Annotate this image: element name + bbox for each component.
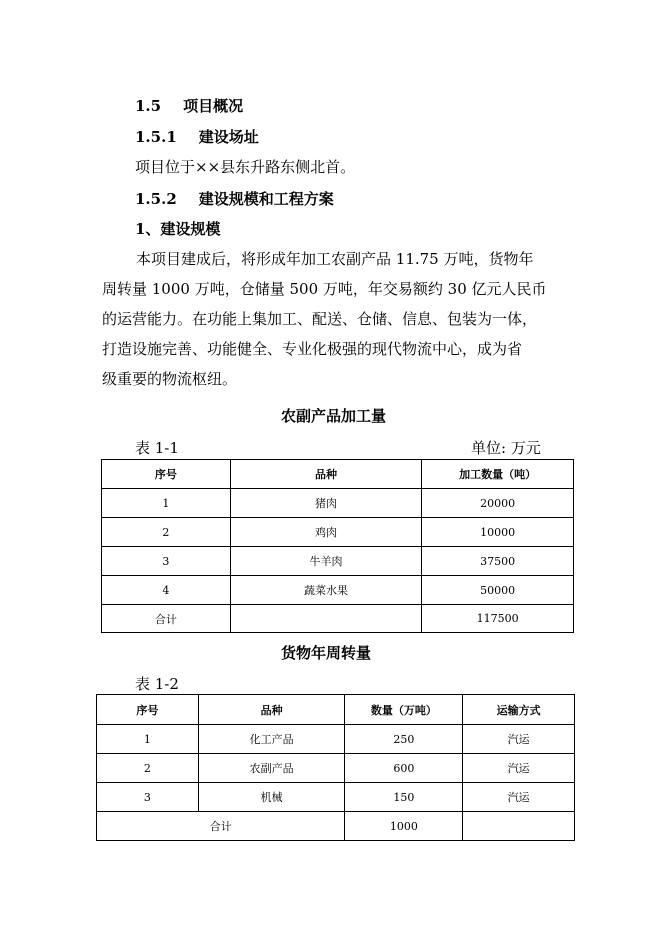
table1 [101, 459, 574, 633]
cell: 10000 [422, 518, 574, 547]
subheading-build-scale: 1、建设规模 [135, 220, 221, 238]
total-label-cell: 合计 [97, 812, 345, 841]
cell: 3 [97, 783, 199, 812]
table1-caption: 农副产品加工量 [281, 407, 387, 425]
header-cell: 品种 [198, 695, 345, 725]
table-row [102, 576, 574, 605]
header-cell: 序号 [102, 460, 231, 489]
cell: 2 [102, 518, 231, 547]
table-total-row [97, 812, 575, 841]
cell: 600 [345, 754, 463, 783]
cell: 150 [345, 783, 463, 812]
scale-paragraph [102, 244, 576, 394]
table-row [97, 725, 575, 754]
cell: 1 [102, 489, 231, 518]
cell: 猪肉 [230, 489, 422, 518]
cell: 50000 [422, 576, 574, 605]
header-cell: 数量（万吨） [345, 695, 463, 725]
paragraph-line: 周转量 1000 万吨，仓储量 500 万吨，年交易额约 30 亿元人民币 [102, 280, 547, 298]
cell: 1 [97, 725, 199, 754]
cell: 37500 [422, 547, 574, 576]
total-label-cell: 合计 [102, 605, 231, 633]
header-cell: 加工数量（吨） [422, 460, 574, 489]
total-value-cell: 1000 [345, 812, 463, 841]
cell: 机械 [198, 783, 345, 812]
table-header-row [97, 695, 575, 725]
table-row [97, 754, 575, 783]
table-row [102, 489, 574, 518]
table2 [96, 694, 575, 841]
table1-unit: 单位: 万元 [471, 439, 541, 457]
heading-number: 1.5.1 [135, 128, 177, 146]
cell: 化工产品 [198, 725, 345, 754]
heading-number: 1.5.2 [135, 190, 177, 208]
cell: 蔬菜水果 [230, 576, 422, 605]
cell: 汽运 [463, 754, 575, 783]
header-cell: 序号 [97, 695, 199, 725]
paragraph-line: 级重要的物流枢纽。 [102, 370, 238, 388]
cell: 3 [102, 547, 231, 576]
header-cell: 运输方式 [463, 695, 575, 725]
cell: 汽运 [463, 725, 575, 754]
cell: 鸡肉 [230, 518, 422, 547]
cell [463, 812, 575, 841]
paragraph-line: 本项目建成后，将形成年加工农副产品 11.75 万吨，货物年 [136, 250, 534, 268]
heading-title: 建设场址 [198, 128, 259, 146]
paragraph-line: 的运营能力。在功能上集加工、配送、仓储、信息、包装为一体， [102, 310, 538, 328]
cell: 250 [345, 725, 463, 754]
cell [230, 605, 422, 633]
cell: 4 [102, 576, 231, 605]
table-row [102, 518, 574, 547]
heading-1-5 [135, 95, 243, 116]
total-value-cell: 117500 [422, 605, 574, 633]
table-row [97, 783, 575, 812]
paragraph-line: 打造设施完善、功能健全、专业化极强的现代物流中心，成为省 [102, 340, 523, 358]
heading-title: 建设规模和工程方案 [198, 190, 334, 208]
table2-label: 表 1-2 [135, 675, 179, 693]
table-row [102, 547, 574, 576]
heading-number: 1.5 [135, 97, 162, 115]
cell: 汽运 [463, 783, 575, 812]
cell: 牛羊肉 [230, 547, 422, 576]
table2-caption: 货物年周转量 [281, 644, 372, 662]
table1-label: 表 1-1 [135, 439, 179, 457]
heading-title: 项目概况 [183, 97, 244, 115]
site-text: 项目位于××县东升路东侧北首。 [135, 158, 356, 176]
header-cell: 品种 [230, 460, 422, 489]
table-total-row [102, 605, 574, 633]
cell: 农副产品 [198, 754, 345, 783]
heading-1-5-2 [135, 188, 334, 209]
cell: 2 [97, 754, 199, 783]
heading-1-5-1 [135, 126, 259, 147]
table-header-row [102, 460, 574, 489]
cell: 20000 [422, 489, 574, 518]
